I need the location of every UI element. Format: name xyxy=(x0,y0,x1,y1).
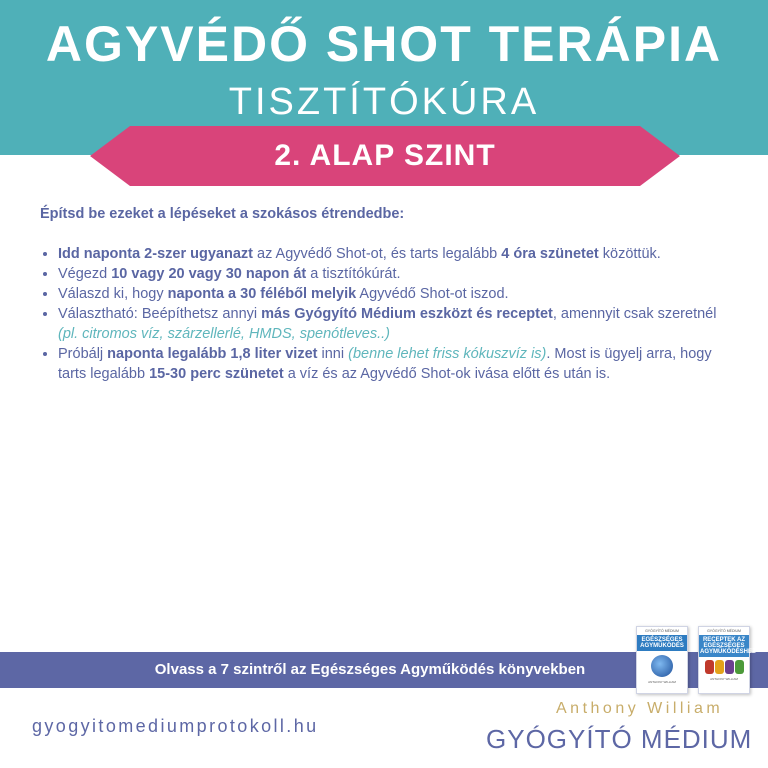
step-emphasis: 15-30 perc szünetet xyxy=(149,366,284,382)
step-note: (pl. citromos víz, szárzellerlé, HMDS, spenótleves..) xyxy=(58,326,390,342)
step-emphasis: naponta a 30 féléből melyik xyxy=(167,286,357,302)
fruit-drinks-icon xyxy=(699,660,749,674)
step-text: . Most is ügyelj arra, hogy tarts legalább xyxy=(58,346,712,382)
step-emphasis: 10 vagy 20 vagy 30 napon át xyxy=(111,266,307,282)
page-subtitle: TISZTÍTÓKÚRA xyxy=(228,81,540,123)
step-text: Agyvédő Shot-ot iszod. xyxy=(356,286,509,302)
book-title: RECEPTEK AZ EGÉSZSÉGES AGYMŰKÖDÉSHEZ xyxy=(700,637,756,655)
steps-list xyxy=(40,244,740,384)
page-title: AGYVÉDŐ SHOT TERÁPIA xyxy=(45,16,723,72)
footer-bar-text: Olvass a 7 szintről az Egészséges Agyműködés könyvekben xyxy=(154,661,586,678)
list-item xyxy=(58,344,740,384)
level-banner xyxy=(90,126,680,186)
step-emphasis: más Gyógyító Médium eszközt és receptet xyxy=(261,306,553,322)
author-name: Anthony William xyxy=(556,700,724,717)
step-text: Válaszd ki, hogy xyxy=(58,286,168,302)
book-cover-egeszseges-agymukodes xyxy=(636,626,688,694)
book-author: ANTHONY WILLIAM xyxy=(648,680,676,684)
step-emphasis: 4 óra szünetet xyxy=(501,246,599,262)
book-series: GYÓGYÍTÓ MÉDIUM xyxy=(645,629,679,633)
intro-text: Építsd be ezeket a lépéseket a szokásos étrendedbe: xyxy=(40,206,405,222)
step-text: Próbálj xyxy=(58,346,108,362)
step-note: (benne lehet friss kókuszvíz is) xyxy=(348,346,547,362)
brand-name: GYÓGYÍTÓ MÉDIUM xyxy=(486,724,753,754)
step-emphasis: naponta legalább 1,8 liter vizet xyxy=(107,346,318,362)
list-item xyxy=(58,244,740,264)
level-label: 2. ALAP SZINT xyxy=(274,139,496,172)
step-text: az Agyvédő Shot-ot, és tarts legalább xyxy=(252,246,502,262)
step-emphasis: Idd naponta 2-szer ugyanazt xyxy=(58,246,253,262)
step-text: közöttük. xyxy=(598,246,661,262)
step-text: inni xyxy=(317,346,349,362)
list-item xyxy=(58,264,740,284)
book-title: EGÉSZSÉGES AGYMŰKÖDÉS xyxy=(637,635,687,651)
step-text: a víz és az Agyvédő Shot-ok ivása előtt és után is. xyxy=(283,366,611,382)
list-item xyxy=(58,304,740,344)
list-item xyxy=(58,284,740,304)
step-text: a tisztítókúrát. xyxy=(306,266,401,282)
brain-orb-icon xyxy=(651,655,673,677)
book-series: GYÓGYÍTÓ MÉDIUM xyxy=(707,629,741,633)
step-text: Végezd xyxy=(58,266,112,282)
book-author: ANTHONY WILLIAM xyxy=(710,677,738,681)
step-text: , amennyit csak szeretnél xyxy=(552,306,717,322)
website-link[interactable]: gyogyitomediumprotokoll.hu xyxy=(32,716,319,736)
book-cover-receptek xyxy=(698,626,756,694)
step-text: Választható: Beépíthetsz annyi xyxy=(58,306,262,322)
instructions xyxy=(40,204,740,384)
